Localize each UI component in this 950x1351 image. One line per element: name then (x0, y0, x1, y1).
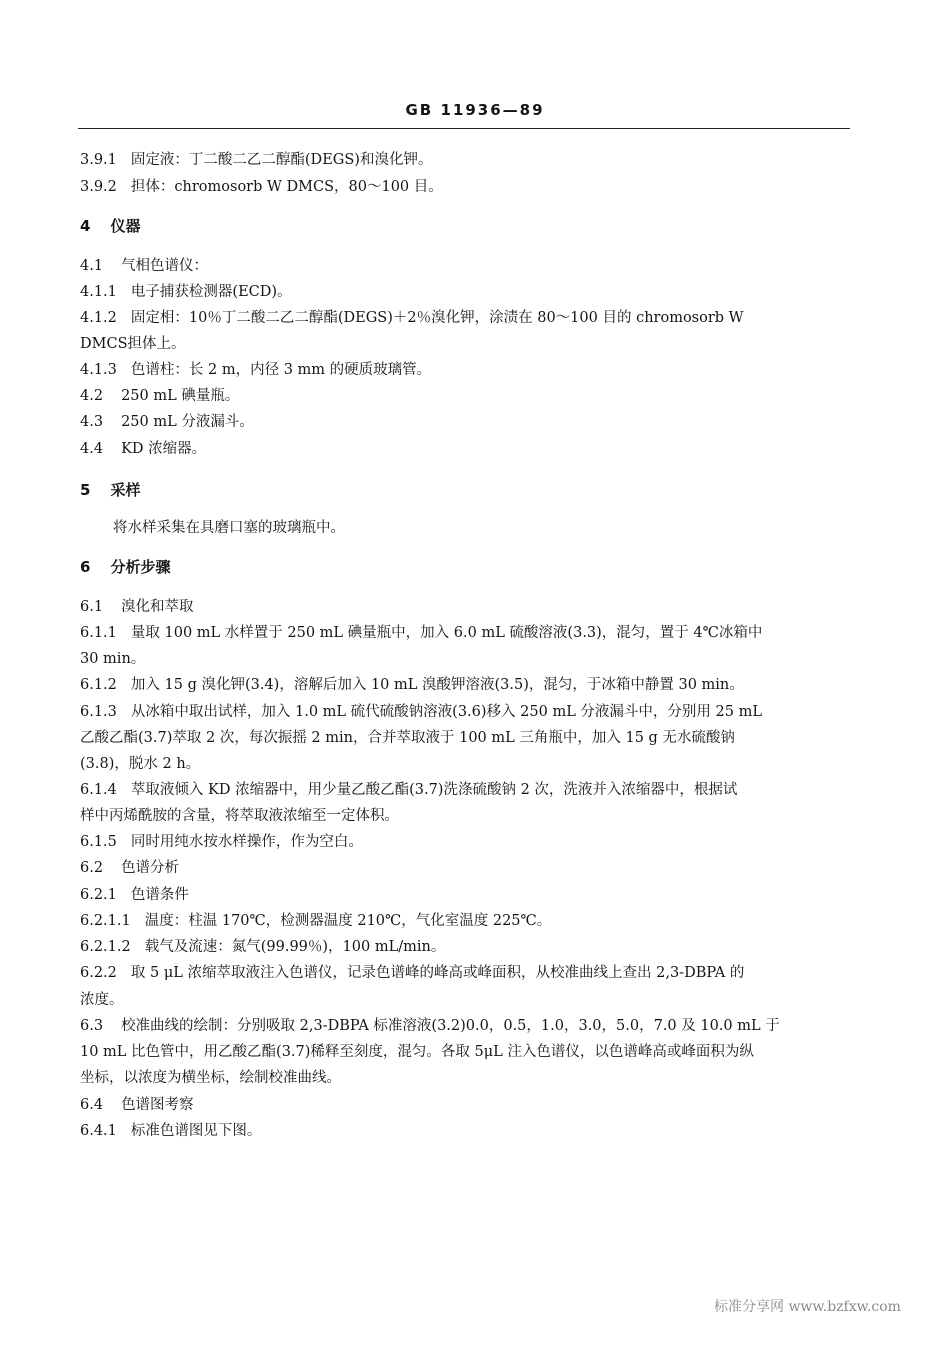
section-number: 5 (80, 481, 91, 499)
clause-text: 浓度。 (80, 992, 124, 1008)
clause-number: 6.1.2 (80, 677, 117, 693)
clause-6-2-1 (80, 885, 189, 905)
clause-text: 坐标，以浓度为横坐标，绘制校准曲线。 (80, 1070, 341, 1086)
clause-text: 气相色谱仪： (121, 258, 209, 274)
clause-4-1-2 (80, 308, 744, 328)
clause-number: 6.2.1.2 (80, 939, 131, 955)
clause-6-2-2 (80, 963, 744, 983)
clause-text: 固定相：10％丁二酸二乙二醇酯(DEGS)＋2％溴化钾，涂渍在 80～100 目的 chromosorb W (130, 310, 744, 326)
watermark-footer: 标准分享网 www.bzfxw.com (714, 1299, 901, 1315)
clause-6-1-3-continued-2 (80, 754, 200, 774)
clause-text: 同时用纯水按水样操作，作为空白。 (130, 834, 363, 850)
clause-text: 溴化和萃取 (121, 599, 194, 615)
clause-number: 6.2.1 (80, 887, 117, 903)
section-title: 分析步骤 (110, 558, 171, 576)
section-title: 仪器 (110, 217, 141, 235)
clause-4-1-1 (80, 282, 292, 302)
clause-text: 电子捕获检测器(ECD)。 (130, 284, 292, 300)
clause-text: 色谱分析 (121, 860, 180, 876)
clause-number: 4.1.2 (80, 310, 117, 326)
clause-text: 色谱图考察 (121, 1097, 194, 1113)
clause-text: 250 mL 分液漏斗。 (121, 414, 254, 430)
clause-text: 萃取液倾入 KD 浓缩器中，用少量乙酸乙酯(3.7)洗涤硫酸钠 2 次，洗液并入浓缩器中，根据试 (130, 782, 738, 798)
clause-text: (3.8)，脱水 2 h。 (80, 756, 201, 772)
section-heading-4 (80, 216, 140, 236)
clause-number: 6.1 (80, 599, 104, 615)
clause-text: 30 min。 (80, 651, 146, 667)
clause-6-1-3-continued-1 (80, 728, 735, 748)
clause-text: 样中丙烯酰胺的含量，将萃取液浓缩至一定体积。 (80, 808, 399, 824)
clause-text: 标准色谱图见下图。 (130, 1123, 262, 1139)
clause-number: 6.4.1 (80, 1123, 117, 1139)
clause-text: 取 5 μL 浓缩萃取液注入色谱仪，记录色谱峰的峰高或峰面积，从校准曲线上查出 2,3-DBPA 的 (130, 965, 745, 981)
clause-6-4-1 (80, 1121, 261, 1141)
clause-number: 4.1 (80, 258, 104, 274)
clause-number: 3.9.2 (80, 179, 117, 195)
clause-3-9-2 (80, 177, 443, 197)
clause-4-1-3 (80, 360, 431, 380)
clause-6-2 (80, 858, 179, 878)
section-heading-5 (80, 480, 140, 500)
clause-6-3-continued-1 (80, 1042, 754, 1062)
clause-6-1 (80, 597, 194, 617)
clause-4-1 (80, 256, 208, 276)
clause-6-3 (80, 1016, 780, 1036)
clause-number: 4.3 (80, 414, 104, 430)
clause-6-2-1-1 (80, 911, 551, 931)
clause-6-1-3 (80, 702, 762, 722)
clause-text: 载气及流速：氮气(99.99％)，100 mL/min。 (144, 939, 446, 955)
clause-number: 4.4 (80, 441, 104, 457)
clause-6-1-4-continued (80, 806, 399, 826)
standard-code-header: GB 11936—89 (405, 101, 545, 119)
clause-text: 校准曲线的绘制：分别吸取 2,3-DBPA 标准溶液(3.2)0.0，0.5，1.0，3.0，5.0，7.0 及 10.0 mL 于 (121, 1018, 780, 1034)
clause-6-1-4 (80, 780, 737, 800)
section-title: 采样 (110, 481, 141, 499)
clause-text: 乙酸乙酯(3.7)萃取 2 次，每次振摇 2 min，合并萃取液于 100 mL 三角瓶中，加入 15 g 无水硫酸钠 (80, 730, 735, 746)
clause-6-1-1 (80, 623, 762, 643)
clause-6-1-5 (80, 832, 363, 852)
clause-4-2 (80, 386, 239, 406)
clause-3-9-1 (80, 150, 432, 170)
clause-text: 加入 15 g 溴化钾(3.4)，溶解后加入 10 mL 溴酸钾溶液(3.5)，混匀，于冰箱中静置 30 min。 (130, 677, 744, 693)
clause-number: 6.1.4 (80, 782, 117, 798)
clause-text: 10 mL 比色管中，用乙酸乙酯(3.7)稀释至刻度，混匀。各取 5μL 注入色谱仪，以色谱峰高或峰面积为纵 (80, 1044, 754, 1060)
clause-4-4 (80, 439, 206, 459)
clause-text: 250 mL 碘量瓶。 (121, 388, 240, 404)
clause-4-3 (80, 412, 254, 432)
clause-number: 6.3 (80, 1018, 104, 1034)
clause-number: 6.2.2 (80, 965, 117, 981)
clause-number: 6.2.1.1 (80, 913, 131, 929)
clause-6-2-1-2 (80, 937, 445, 957)
clause-6-2-2-continued (80, 990, 124, 1010)
clause-6-1-1-continued (80, 649, 145, 669)
clause-number: 6.2 (80, 860, 104, 876)
clause-number: 6.4 (80, 1097, 104, 1113)
clause-number: 3.9.1 (80, 152, 117, 168)
clause-number: 6.1.5 (80, 834, 117, 850)
clause-4-1-2-continued (80, 334, 186, 354)
clause-text: 量取 100 mL 水样置于 250 mL 碘量瓶中，加入 6.0 mL 硫酸溶液(3.3)，混匀，置于 4℃冰箱中 (130, 625, 763, 641)
section-number: 4 (80, 217, 91, 235)
section-heading-6 (80, 557, 170, 577)
clause-text: 担体：chromosorb W DMCS，80～100 目。 (130, 179, 443, 195)
clause-number: 4.2 (80, 388, 104, 404)
section-number: 6 (80, 558, 91, 576)
clause-text: 固定液：丁二酸二乙二醇酯(DEGS)和溴化钾。 (130, 152, 433, 168)
clause-text: 色谱条件 (130, 887, 189, 903)
clause-number: 6.1.1 (80, 625, 117, 641)
clause-text: KD 浓缩器。 (121, 441, 207, 457)
clause-number: 6.1.3 (80, 704, 117, 720)
clause-text: 温度：柱温 170℃，检测器温度 210℃，气化室温度 225℃。 (144, 913, 552, 929)
header-rule (78, 128, 850, 129)
paragraph-text: 将水样采集在具磨口塞的玻璃瓶中。 (113, 520, 345, 536)
clause-text: 色谱柱：长 2 m，内径 3 mm 的硬质玻璃管。 (130, 362, 432, 378)
paragraph-sampling (113, 518, 345, 538)
clause-text: 从冰箱中取出试样，加入 1.0 mL 硫代硫酸钠溶液(3.6)移入 250 mL 分液漏斗中，分别用 25 mL (130, 704, 762, 720)
clause-number: 4.1.1 (80, 284, 117, 300)
clause-6-4 (80, 1095, 194, 1115)
clause-6-3-continued-2 (80, 1068, 341, 1088)
clause-number: 4.1.3 (80, 362, 117, 378)
clause-6-1-2 (80, 675, 744, 695)
clause-text: DMCS担体上。 (80, 336, 186, 352)
